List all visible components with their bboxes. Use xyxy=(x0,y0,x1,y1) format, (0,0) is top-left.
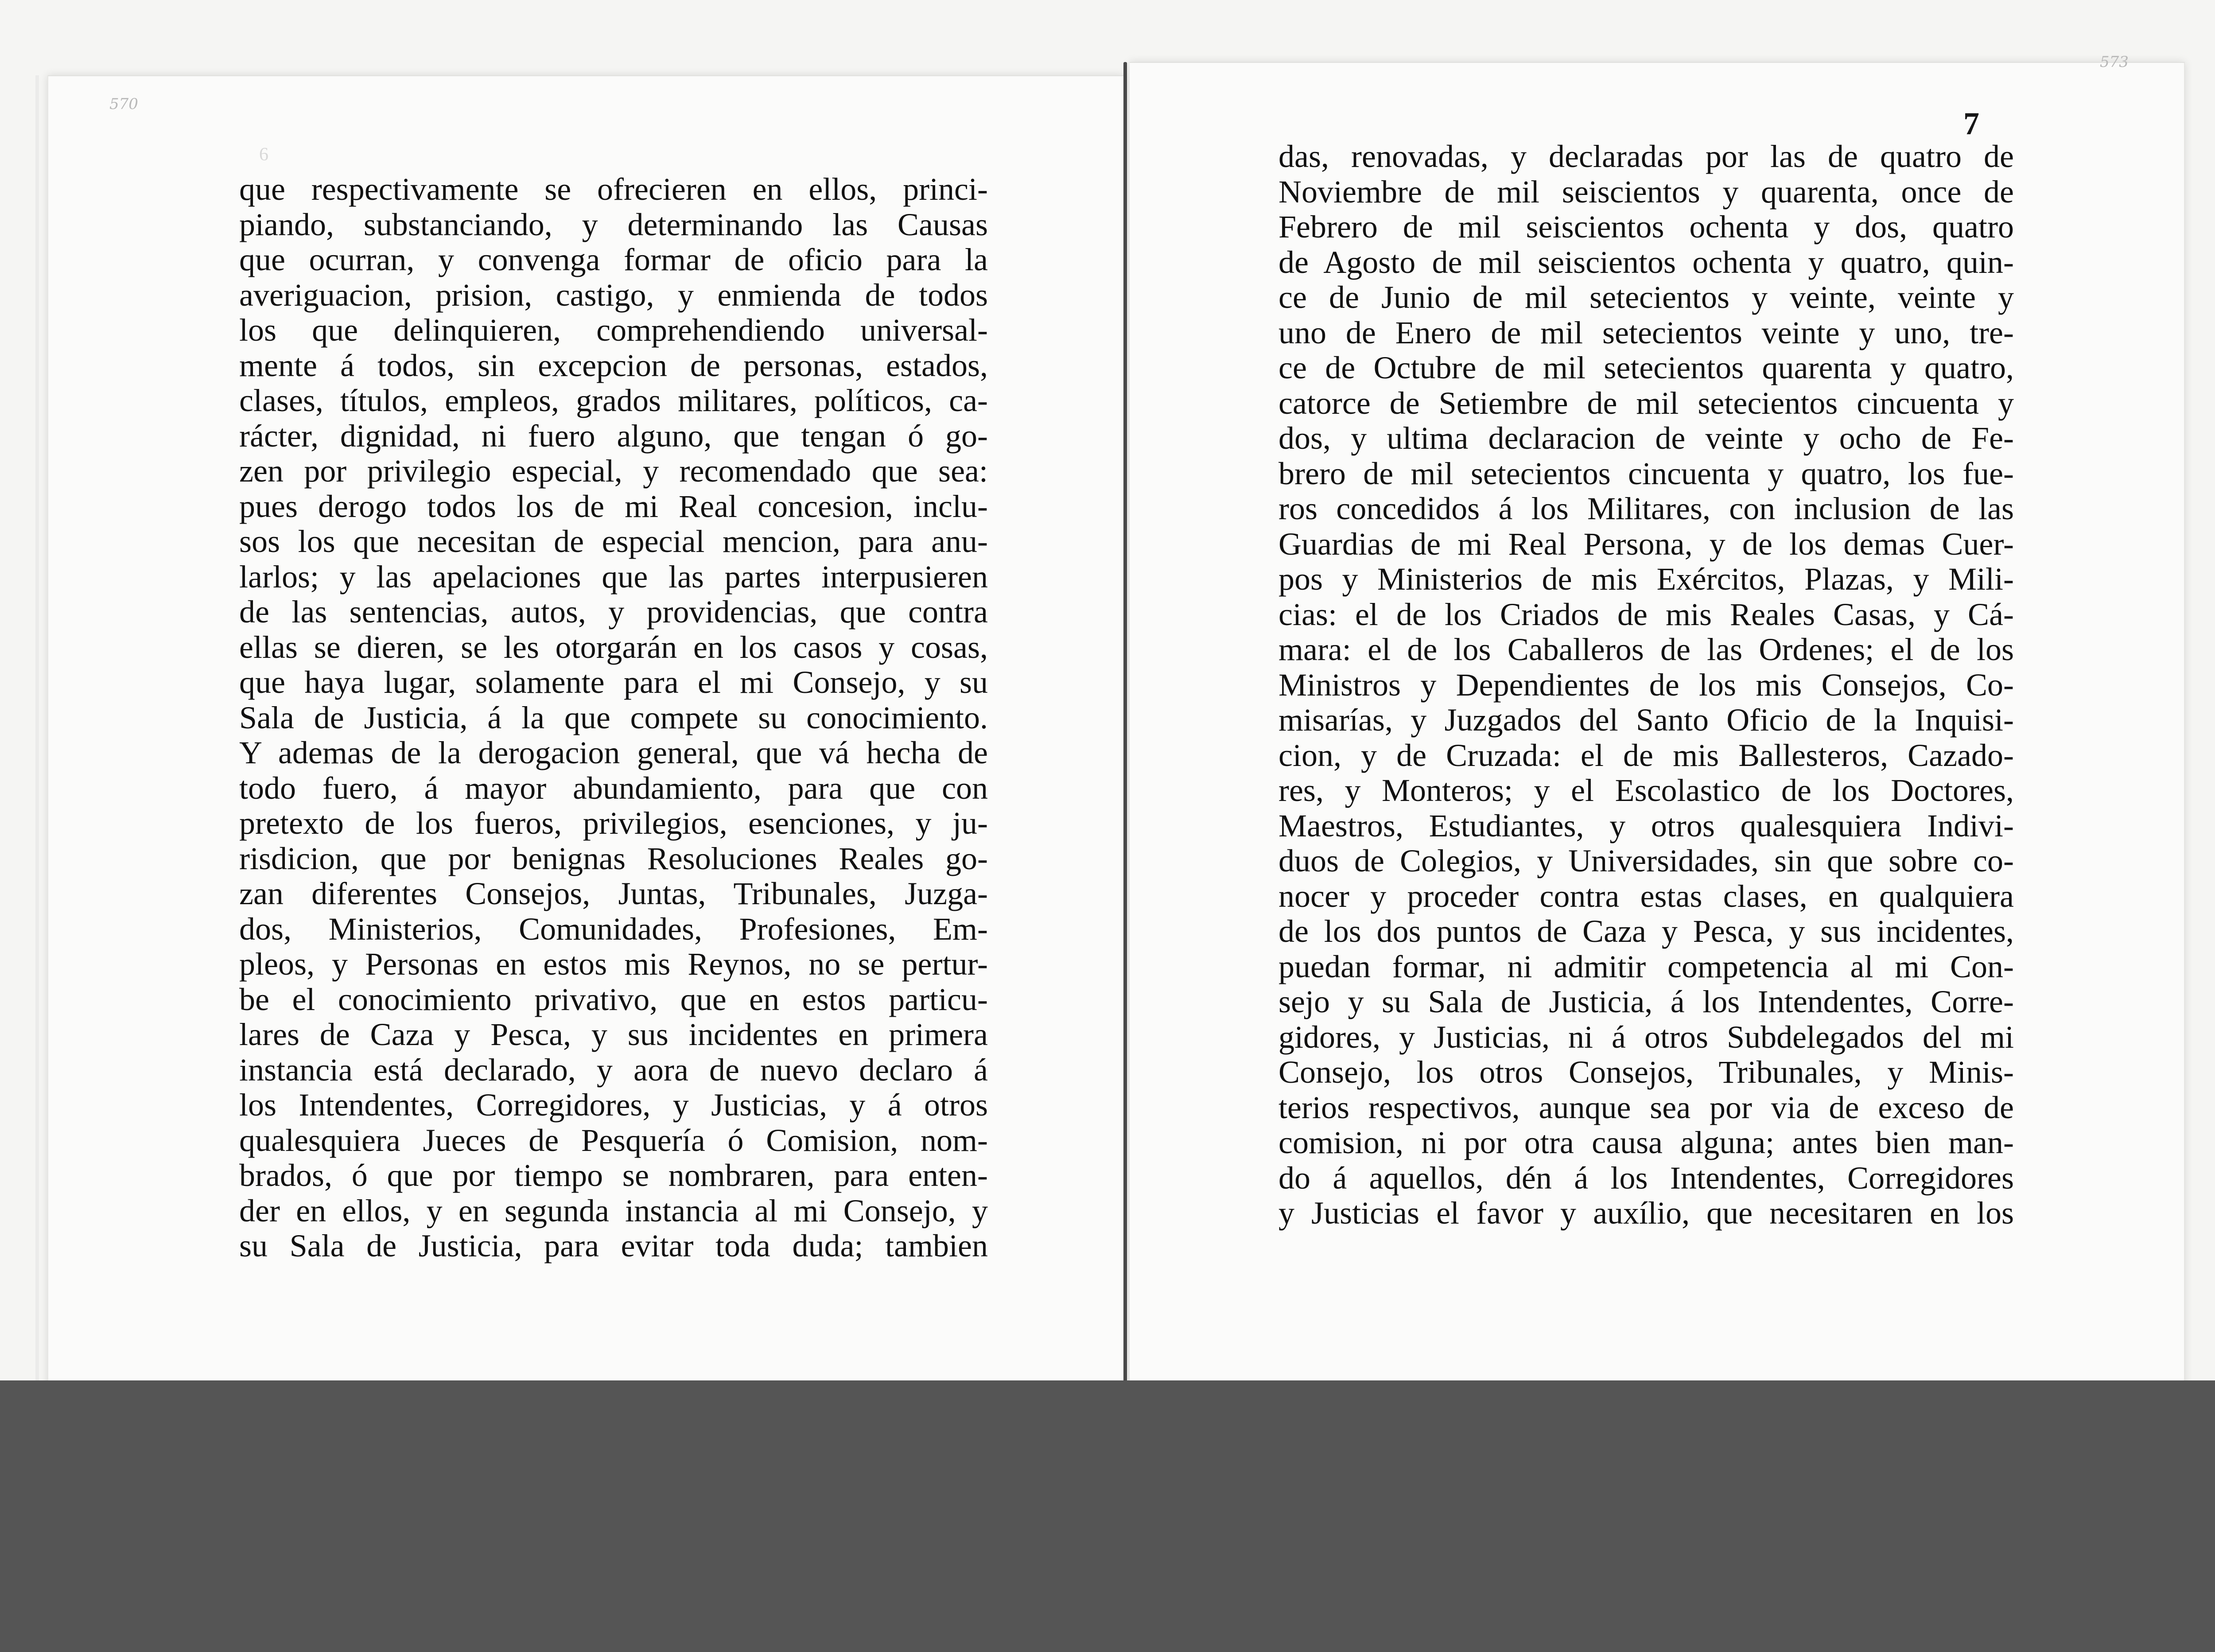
text-line: Guardias de mi Real Persona, y de los demas Cuer- xyxy=(1278,526,2014,562)
text-line: pues derogo todos los de mi Real concesion, inclu- xyxy=(239,489,988,524)
text-line: dos, y ultima declaracion de veinte y ocho de Fe- xyxy=(1278,421,2014,456)
text-line: der en ellos, y en segunda instancia al mi Consejo, y xyxy=(239,1193,988,1228)
text-line: das, renovadas, y declaradas por las de quatro de xyxy=(1278,139,2014,174)
text-line: rácter, dignidad, ni fuero alguno, que tengan ó go- xyxy=(239,418,988,454)
text-line: brero de mil setecientos cincuenta y quatro, los fue- xyxy=(1278,456,2014,491)
text-line: nocer y proceder contra estas clases, en qualquiera xyxy=(1278,878,2014,914)
text-line: zan diferentes Consejos, Juntas, Tribunales, Juzga- xyxy=(239,876,988,911)
text-line: pleos, y Personas en estos mis Reynos, no se pertur- xyxy=(239,947,988,982)
text-line: zen por privilegio especial, y recomendado que sea: xyxy=(239,454,988,489)
bottom-cover-band xyxy=(0,1380,2215,1652)
text-line: mente á todos, sin excepcion de personas, estados, xyxy=(239,348,988,383)
text-line: lares de Caza y Pesca, y sus incidentes en primera xyxy=(239,1017,988,1052)
text-line: risdicion, que por benignas Resoluciones Reales go- xyxy=(239,841,988,876)
left-ghost-mark: 6 xyxy=(259,144,268,165)
left-page-text xyxy=(239,172,988,1264)
text-line: Febrero de mil seiscientos ochenta y dos, quatro xyxy=(1278,210,2014,245)
text-line: que respectivamente se ofrecieren en ellos, princi- xyxy=(239,172,988,207)
text-line: Noviembre de mil seiscientos y quarenta, once de xyxy=(1278,174,2014,210)
text-line: piando, substanciando, y determinando las Causas xyxy=(239,207,988,242)
right-page-number: 7 xyxy=(1963,106,1979,141)
text-line: Sala de Justicia, á la que compete su conocimiento. xyxy=(239,700,988,735)
text-line: Ministros y Dependientes de los mis Consejos, Co- xyxy=(1278,667,2014,703)
text-line: terios respectivos, aunque sea por via de exceso de xyxy=(1278,1090,2014,1125)
text-line: res, y Monteros; y el Escolastico de los Doctores, xyxy=(1278,773,2014,808)
text-line: los Intendentes, Corregidores, y Justicias, y á otros xyxy=(239,1088,988,1123)
right-folio-number: 573 xyxy=(2100,53,2129,71)
text-line: misarías, y Juzgados del Santo Oficio de la Inquisi- xyxy=(1278,703,2014,738)
text-line: Consejo, los otros Consejos, Tribunales, y Minis- xyxy=(1278,1055,2014,1090)
text-line: qualesquiera Jueces de Pesquería ó Comision, nom- xyxy=(239,1123,988,1158)
text-line: puedan formar, ni admitir competencia al mi Con- xyxy=(1278,949,2014,984)
text-line: de los dos puntos de Caza y Pesca, y sus incidentes, xyxy=(1278,914,2014,949)
text-line: que ocurran, y convenga formar de oficio para la xyxy=(239,242,988,277)
text-line: cias: el de los Criados de mis Reales Casas, y Cá- xyxy=(1278,597,2014,632)
text-line: be el conocimiento privativo, que en estos particu- xyxy=(239,982,988,1017)
text-line: mara: el de los Caballeros de las Ordenes; el de los xyxy=(1278,632,2014,667)
text-line: duos de Colegios, y Universidades, sin que sobre co- xyxy=(1278,843,2014,878)
text-line: averiguacion, prision, castigo, y enmienda de todos xyxy=(239,277,988,313)
text-line: brados, ó que por tiempo se nombraren, para enten- xyxy=(239,1158,988,1193)
text-line: clases, títulos, empleos, grados militares, políticos, ca- xyxy=(239,383,988,418)
text-line: pretexto de los fueros, privilegios, esenciones, y ju- xyxy=(239,806,988,841)
text-line: uno de Enero de mil setecientos veinte y uno, tre- xyxy=(1278,315,2014,350)
text-line: de las sentencias, autos, y providencias, que contra xyxy=(239,595,988,630)
text-line: ce de Octubre de mil setecientos quarenta y quatro, xyxy=(1278,350,2014,385)
text-line: cion, y de Cruzada: el de mis Ballesteros, Cazado- xyxy=(1278,738,2014,773)
text-line: larlos; y las apelaciones que las partes interpusieren xyxy=(239,559,988,595)
text-line: sejo y su Sala de Justicia, á los Intendentes, Corre- xyxy=(1278,984,2014,1019)
text-line: ros concedidos á los Militares, con inclusion de las xyxy=(1278,491,2014,526)
text-line: Maestros, Estudiantes, y otros qualesquiera Indivi- xyxy=(1278,808,2014,843)
right-page-text xyxy=(1278,139,2014,1231)
text-line: ellas se dieren, se les otorgarán en los casos y cosas, xyxy=(239,630,988,665)
text-line: de Agosto de mil seiscientos ochenta y quatro, quin- xyxy=(1278,245,2014,280)
text-line: comision, ni por otra causa alguna; antes bien man- xyxy=(1278,1125,2014,1160)
text-line: que haya lugar, solamente para el mi Consejo, y su xyxy=(239,665,988,700)
left-folio-number: 570 xyxy=(109,95,138,113)
text-line: dos, Ministerios, Comunidades, Profesiones, Em- xyxy=(239,911,988,947)
text-line: do á aquellos, dén á los Intendentes, Corregidores xyxy=(1278,1160,2014,1196)
text-line: ce de Junio de mil setecientos y veinte, veinte y xyxy=(1278,280,2014,315)
text-line: su Sala de Justicia, para evitar toda duda; tambien xyxy=(239,1228,988,1263)
text-line: los que delinquieren, comprehendiendo universal- xyxy=(239,313,988,348)
text-line: sos los que necesitan de especial mencion, para anu- xyxy=(239,524,988,559)
text-line: pos y Ministerios de mis Exércitos, Plazas, y Mili- xyxy=(1278,562,2014,597)
left-page-edge xyxy=(35,75,39,1380)
text-line: instancia está declarado, y aora de nuevo declaro á xyxy=(239,1052,988,1088)
text-line: gidores, y Justicias, ni á otros Subdelegados del mi xyxy=(1278,1019,2014,1055)
text-line: Y ademas de la derogacion general, que vá hecha de xyxy=(239,735,988,770)
text-line: catorce de Setiembre de mil setecientos cincuenta y xyxy=(1278,385,2014,421)
text-line: y Justicias el favor y auxílio, que necesitaren en los xyxy=(1278,1196,2014,1231)
text-line: todo fuero, á mayor abundamiento, para que con xyxy=(239,770,988,806)
